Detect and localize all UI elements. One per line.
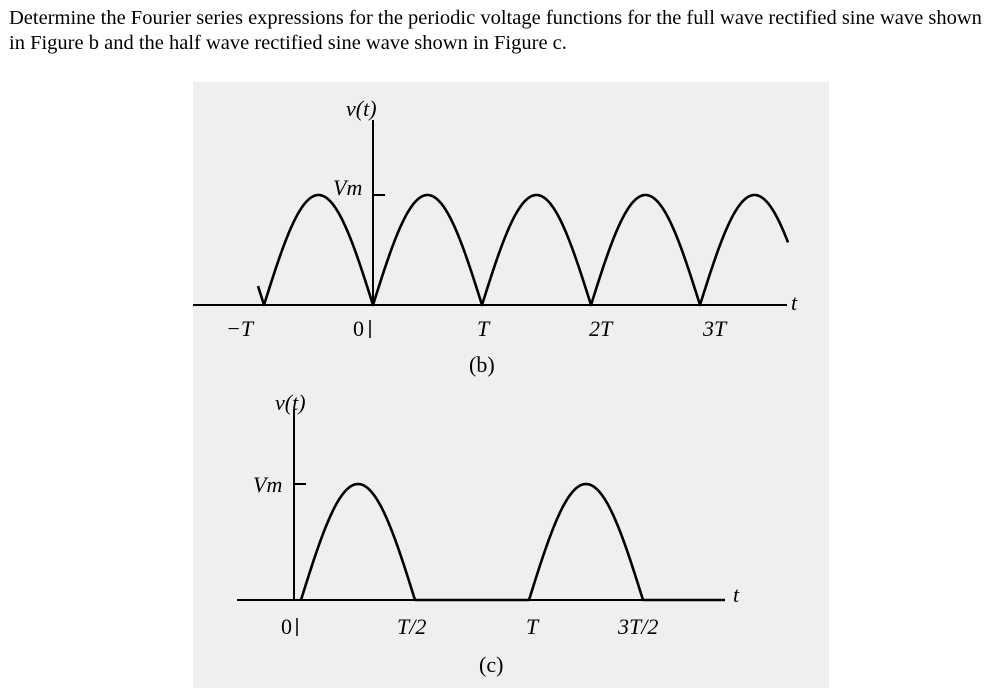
figure-scan <box>193 82 829 688</box>
figure-c-tick-label: 3T/2 <box>618 614 659 639</box>
figure-c-x-axis-label: t <box>733 582 740 607</box>
figure-c-amplitude-label: Vm <box>253 472 283 497</box>
figure-b-x-axis-label: t <box>791 290 798 315</box>
figure-c-ylabel: v(t) <box>275 390 306 415</box>
figure-b-amplitude-label: Vm <box>333 175 363 200</box>
figure-b-tick-label: T <box>477 316 490 341</box>
figure-b-tick-label: −T <box>226 316 254 341</box>
figure-c-tick-label: T/2 <box>397 614 427 639</box>
figure-b-tick-label: 3T <box>703 316 727 341</box>
figure-b-caption: (b) <box>469 352 495 377</box>
figure-svg <box>193 82 829 688</box>
figure-c-tick-label: T <box>526 614 539 639</box>
figure-b <box>193 96 798 377</box>
figure-b-full-wave-curve <box>258 195 788 305</box>
figure-b-tick-label: 0 <box>353 316 364 341</box>
figure-c <box>237 390 740 677</box>
question-text: Determine the Fourier series expressions for the periodic voltage functions for the full wave rectified sine wave shown in Figure b and the half wave rectified sine wave shown in Figure c. <box>9 7 982 54</box>
figure-b-tick-label: 2T <box>589 316 613 341</box>
figure-c-caption: (c) <box>479 652 504 677</box>
figure-c-half-wave-curve <box>301 484 725 600</box>
figure-b-ylabel: v(t) <box>346 96 377 121</box>
figure-c-tick-label: 0 <box>281 614 292 639</box>
